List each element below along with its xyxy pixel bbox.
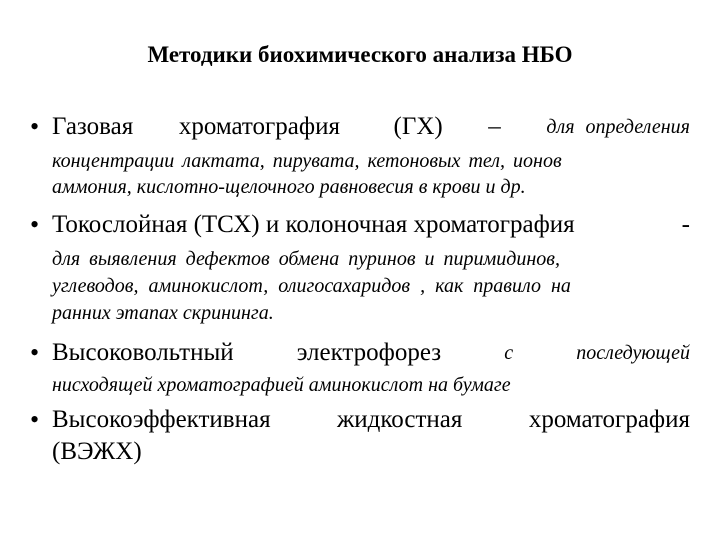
bullet-heading: Высоковольтный электрофорез с последующей: [52, 339, 690, 366]
bullet-description-line: аммония, кислотно-щелочного равновесия в крови и др.: [52, 176, 526, 198]
bullet-description-line: для выявления дефектов обмена пуринов и пиримидинов,: [52, 248, 560, 270]
bullet-description-line: концентрации лактата, пирувата, кетоновых тел, ионов: [52, 150, 562, 172]
bullet-heading: Газовая хроматография (ГХ) – для определения: [52, 113, 690, 140]
bullet-icon: •: [30, 338, 40, 367]
bullet-description-line: ранних этапах скрининга.: [52, 302, 274, 324]
bullet-description-line: углеводов, аминокислот, олигосахаридов , как правило на: [52, 275, 571, 297]
bullet-icon: •: [30, 210, 40, 239]
bullet-heading: Высокоэффективная жидкостная хроматография: [52, 406, 690, 433]
slide-title: Методики биохимического анализа НБО: [147, 42, 573, 67]
bullet-icon: •: [30, 405, 40, 434]
bullet-description-line: нисходящей хроматографией аминокислот на бумаге: [52, 374, 511, 396]
bullet-heading-continuation: (ВЭЖХ): [52, 438, 142, 465]
bullet-heading: Токослойная (ТСХ) и колоночная хроматография -: [52, 211, 690, 238]
bullet-icon: •: [30, 112, 40, 141]
